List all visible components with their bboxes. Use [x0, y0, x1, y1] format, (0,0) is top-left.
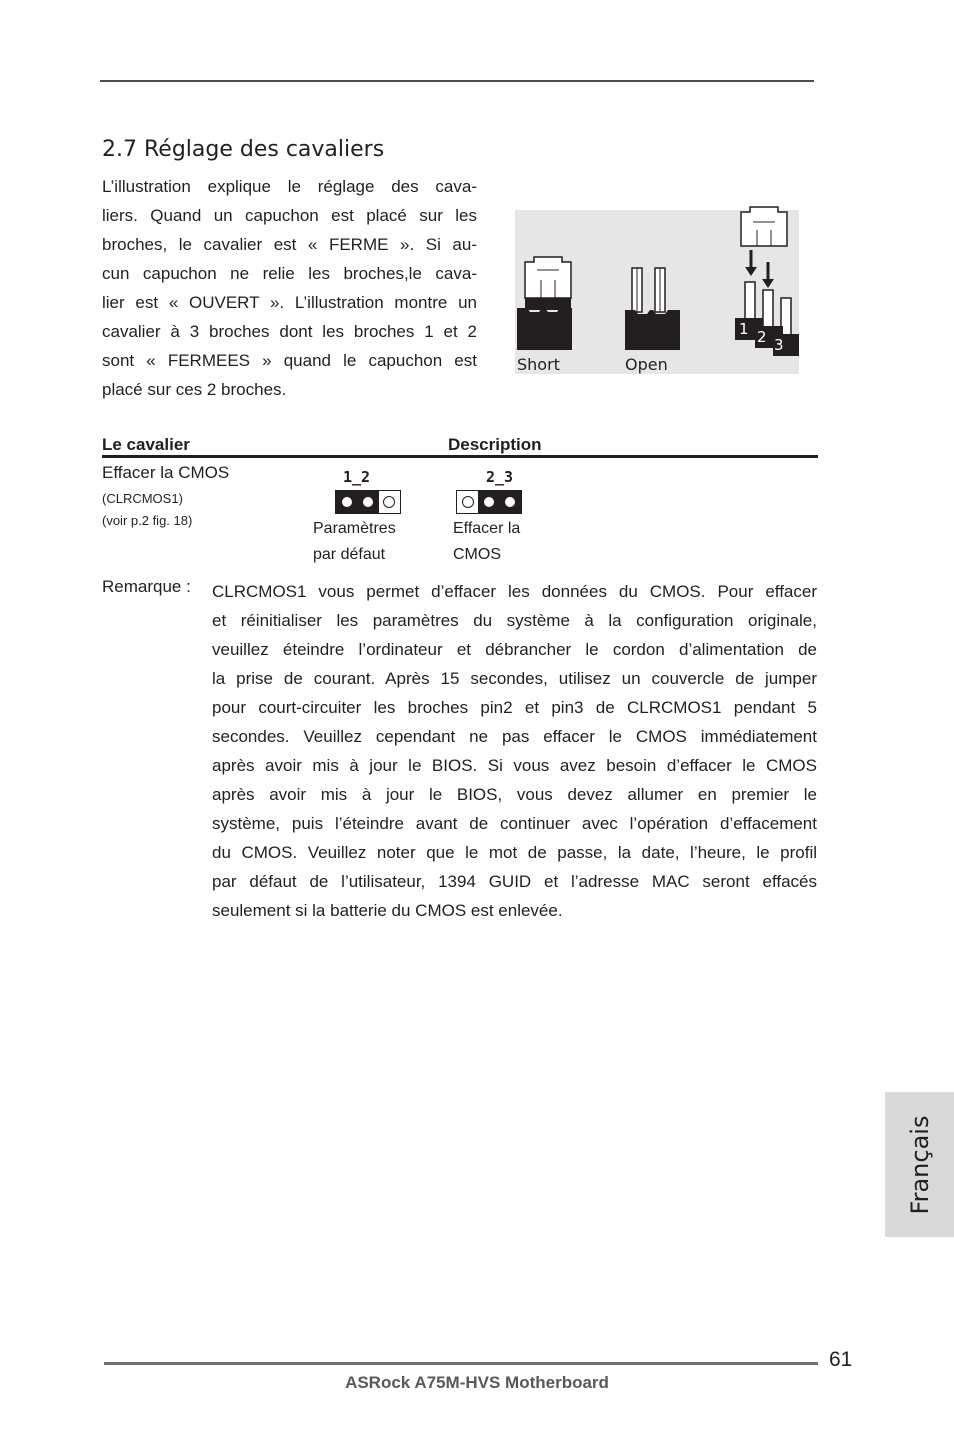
remark-line: veuillez éteindre l’ordinateur et débrancher le cordon d’alimentation de: [212, 640, 817, 659]
option1-label-line2: par défaut: [313, 546, 386, 563]
pin-closed: [478, 491, 500, 513]
option2-label-line2: CMOS: [453, 546, 501, 563]
short-label: Short: [517, 355, 560, 374]
remark-line: système, puis l’éteindre avant de continuer avec l’opération d’effacement: [212, 814, 817, 833]
table-header-rule: [102, 455, 818, 458]
open-jumper-graphic: [625, 268, 680, 350]
pin-closed: [336, 491, 358, 513]
intro-line: placé sur ces 2 broches.: [102, 380, 287, 399]
remark-line: CLRCMOS1 vous permet d’effacer les données du CMOS. Pour effacer: [212, 582, 817, 601]
jumper-id: (CLRCMOS1): [102, 491, 183, 506]
intro-paragraph: [102, 172, 477, 404]
short-jumper-graphic: [517, 257, 572, 350]
open-label: Open: [625, 355, 668, 374]
intro-line: L’illustration explique le réglage des cava-: [102, 177, 477, 196]
pin-open: [378, 491, 400, 513]
pin-closed: [357, 491, 379, 513]
option1-label-line1: Paramètres: [313, 520, 396, 537]
intro-line: liers. Quand un capuchon est placé sur les: [102, 206, 477, 225]
option2-header-diagram: [456, 490, 522, 514]
column-header-description: Description: [448, 435, 542, 454]
option2-label-line1: Effacer la: [453, 520, 521, 537]
option1-pin-label: 1_2: [343, 468, 371, 486]
footer-product-name: ASRock A75M-HVS Motherboard: [345, 1373, 609, 1392]
jumper-reference: (voir p.2 fig. 18): [102, 513, 193, 528]
intro-line: cun capuchon ne relie les broches,le cava-: [102, 264, 477, 283]
jumper-name: Effacer la CMOS: [102, 463, 230, 482]
remark-line: du CMOS. Veuillez noter que le mot de passe, la date, l’heure, le profil: [212, 843, 817, 862]
pin-open: [457, 491, 479, 513]
top-rule: [100, 80, 814, 82]
option1-header-diagram: [335, 490, 401, 514]
remark-line: seulement si la batterie du CMOS est enlevée.: [212, 901, 563, 920]
remark-line: après avoir mis à jour le BIOS, vous devez allumer en premier le: [212, 785, 817, 804]
pin-number-3: 3: [774, 336, 784, 354]
remark-line: après avoir mis à jour le BIOS. Si vous avez besoin d’effacer le CMOS: [212, 756, 817, 775]
pin-number-2: 2: [757, 328, 767, 346]
remark-line: la prise de courant. Après 15 secondes, utilisez un couvercle de jumper: [212, 669, 817, 688]
jumper-illustration: [515, 210, 799, 374]
bottom-rule: [104, 1362, 818, 1365]
intro-line: cavalier à 3 broches dont les broches 1 et 2: [102, 322, 477, 341]
option2-pin-label: 2_3: [486, 468, 514, 486]
column-header-jumper: Le cavalier: [102, 435, 190, 454]
pin-closed: [499, 491, 521, 513]
language-tab-label: Français: [905, 1115, 934, 1214]
intro-line: sont « FERMEES » quand le capuchon est: [102, 351, 477, 370]
remark-line: secondes. Veuillez cependant ne pas effacer le CMOS immédiatement: [212, 727, 817, 746]
remark-line: pour court-circuiter les broches pin2 et pin3 de CLRCMOS1 pendant 5: [212, 698, 817, 717]
remark-line: par défaut de l’utilisateur, 1394 GUID et l’adresse MAC seront effacés: [212, 872, 817, 891]
language-side-tab: [885, 1092, 954, 1237]
jumper-illustration-svg: [515, 210, 799, 374]
remark-label: Remarque :: [102, 577, 191, 596]
remark-paragraph: [212, 577, 817, 925]
section-title: 2.7 Réglage des cavaliers: [102, 137, 385, 162]
pin-number-1: 1: [739, 320, 749, 338]
intro-line: broches, le cavalier est « FERME ». Si au-: [102, 235, 477, 254]
intro-line: lier est « OUVERT ». L’illustration montre un: [102, 293, 477, 312]
remark-line: et réinitialiser les paramètres du système à la configuration originale,: [212, 611, 817, 630]
page-number: 61: [829, 1348, 853, 1371]
